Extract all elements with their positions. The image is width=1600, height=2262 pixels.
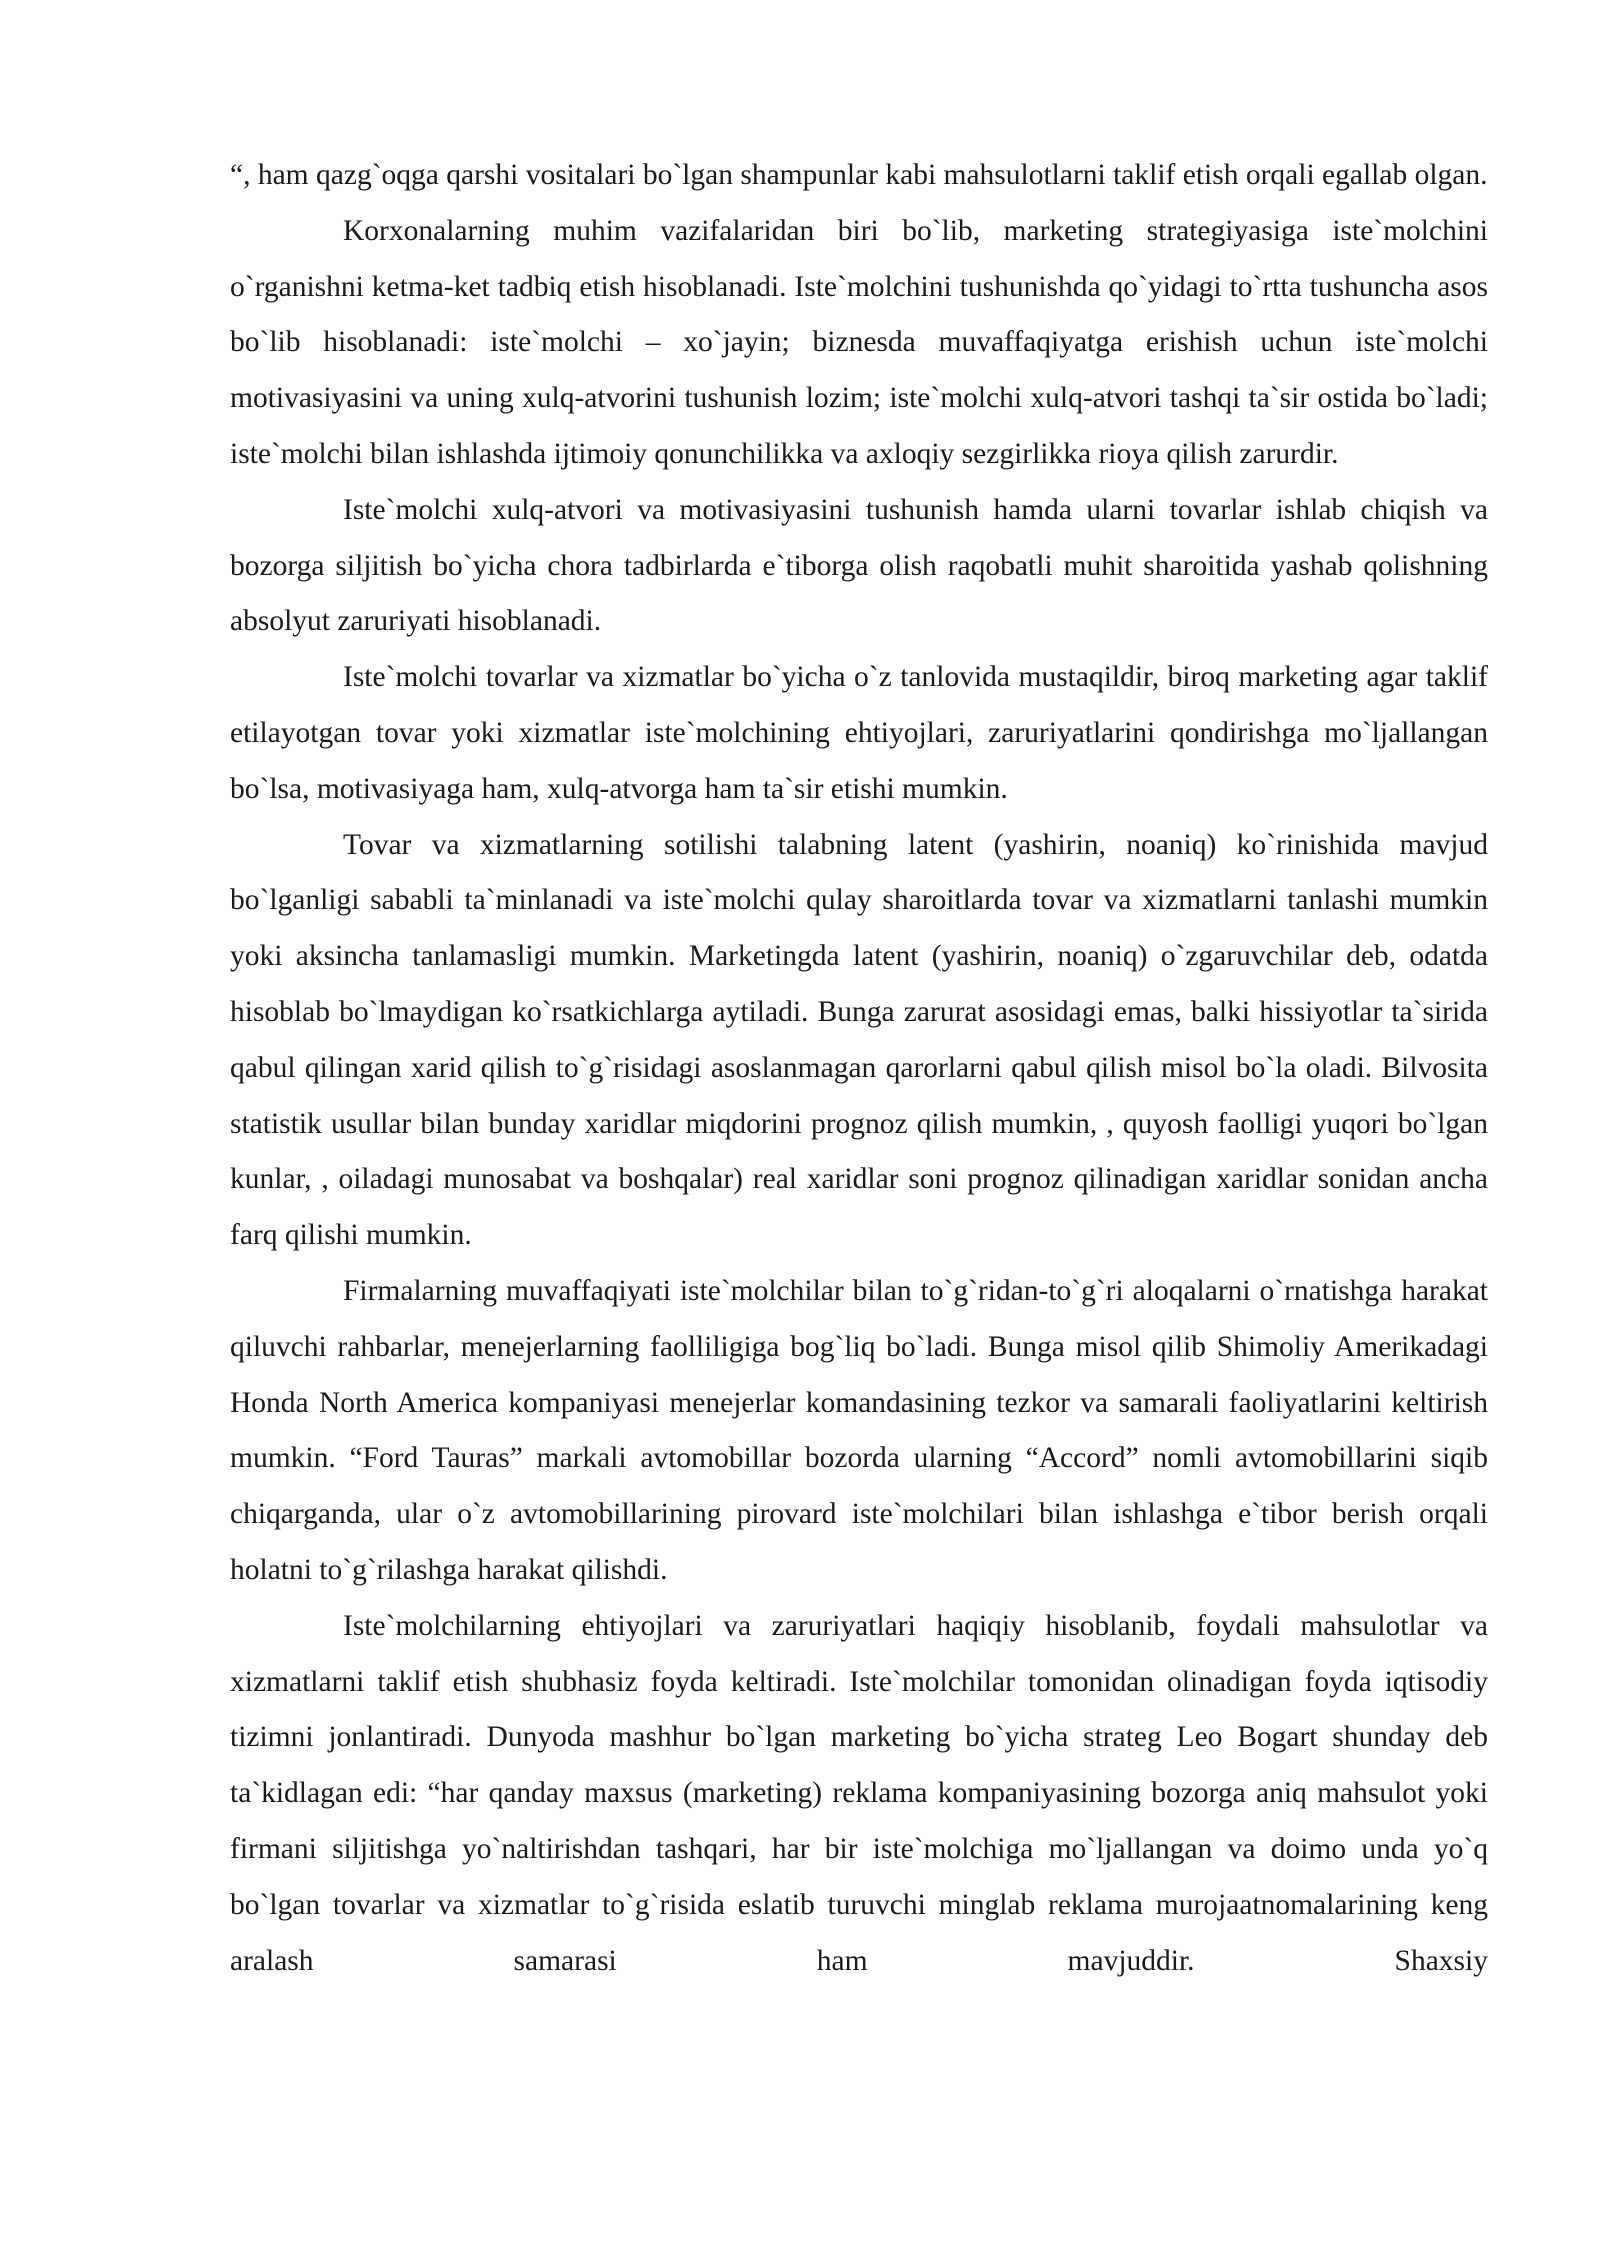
paragraph-5: Tovar va xizmatlarning sotilishi talabning latent (yashirin, noaniq) ko`rinishida mavjud bo`lganligi sababli ta`minlanadi va iste`molchi qulay sharoitlarda tovar va xizmatlarni tanlashi mumkin yoki aksincha tanlamasligi mumkin. Marketingda latent (yashirin, noaniq) o`zgaruvchilar deb, odatda hisoblab bo`lmaydigan ko`rsatkichlarga aytiladi. Bunga zarurat asosidagi emas, balki hissiyotlar ta`sirida qabul qilingan xarid qilish to`g`risidagi asoslanmagan qarorlarni qabul qilish misol bo`la oladi. Bilvosita statistik usullar bilan bunday xaridlar miqdorini prognoz qilish mumkin, , quyosh faolligi yuqori bo`lgan kunlar, , oiladagi munosabat va boshqalar) real xaridlar soni prognoz qilinadigan xaridlar sonidan ancha farq qilishi mumkin. xyxy=(230,828,1488,1252)
document-page xyxy=(230,148,1488,1989)
paragraph-2: Korxonalarning muhim vazifalaridan biri bo`lib, marketing strategiyasiga iste`molchini o`rganishni ketma-ket tadbiq etish hisoblanadi. Iste`molchini tushunishda qo`yidagi to`rtta tushuncha asos bo`lib hisoblanadi: iste`molchi – xo`jayin; biznesda muvaffaqiyatga erishish uchun iste`molchi motivasiyasini va uning xulq-atvorini tushunish lozim; iste`molchi xulq-atvori tashqi ta`sir ostida bo`ladi; iste`molchi bilan ishlashda ijtimoiy qonunchilikka va axloqiy sezgirlikka rioya qilish zarurdir. xyxy=(230,214,1488,470)
paragraph-4: Iste`molchi tovarlar va xizmatlar bo`yicha o`z tanlovida mustaqildir, biroq marketing agar taklif etilayotgan tovar yoki xizmatlar iste`molchining ehtiyojlari, zaruriyatlarini qondirishga mo`ljallangan bo`lsa, motivasiyaga ham, xulq-atvorga ham ta`sir etishi mumkin. xyxy=(230,661,1488,805)
paragraph-1: “, ham qazg`oqga qarshi vositalari bo`lgan shampunlar kabi mahsulotlarni taklif etish orqali egallab olgan. xyxy=(230,159,1488,191)
paragraph-6: Firmalarning muvaffaqiyati iste`molchilar bilan to`g`ridan-to`g`ri aloqalarni o`rnatishga harakat qiluvchi rahbarlar, menejerlarning faolliligiga bog`liq bo`ladi. Bunga misol qilib Shimoliy Amerikadagi Honda North America kompaniyasi menejerlar komandasining tezkor va samarali faoliyatlarini keltirish mumkin. “Ford Tauras” markali avtomobillar bozorda ularning “Accord” nomli avtomobillarini siqib chiqarganda, ular o`z avtomobillarining pirovard iste`molchilari bilan ishlashga e`tibor berish orqali holatni to`g`rilashga harakat qilishdi. xyxy=(230,1274,1488,1586)
paragraph-7: Iste`molchilarning ehtiyojlari va zaruriyatlari haqiqiy hisoblanib, foydali mahsulotlar va xizmatlarni taklif etish shubhasiz foyda keltiradi. Iste`molchilar tomonidan olinadigan foyda iqtisodiy tizimni jonlantiradi. Dunyoda mashhur bo`lgan marketing bo`yicha strateg Leo Bogart shunday deb ta`kidlagan edi: “har qanday maxsus (marketing) reklama kompaniyasining bozorga aniq mahsulot yoki firmani siljitishga yo`naltirishdan tashqari, har bir iste`molchiga mo`ljallangan va doimo unda yo`q bo`lgan tovarlar va xizmatlar to`g`risida eslatib turuvchi minglab reklama murojaatnomalarining keng aralash samarasi ham mavjuddir. Shaxsiy xyxy=(230,1609,1488,1977)
paragraph-3: Iste`molchi xulq-atvori va motivasiyasini tushunish hamda ularni tovarlar ishlab chiqish va bozorga siljitish bo`yicha chora tadbirlarda e`tiborga olish raqobatli muhit sharoitida yashab qolishning absolyut zaruriyati hisoblanadi. xyxy=(230,493,1488,638)
